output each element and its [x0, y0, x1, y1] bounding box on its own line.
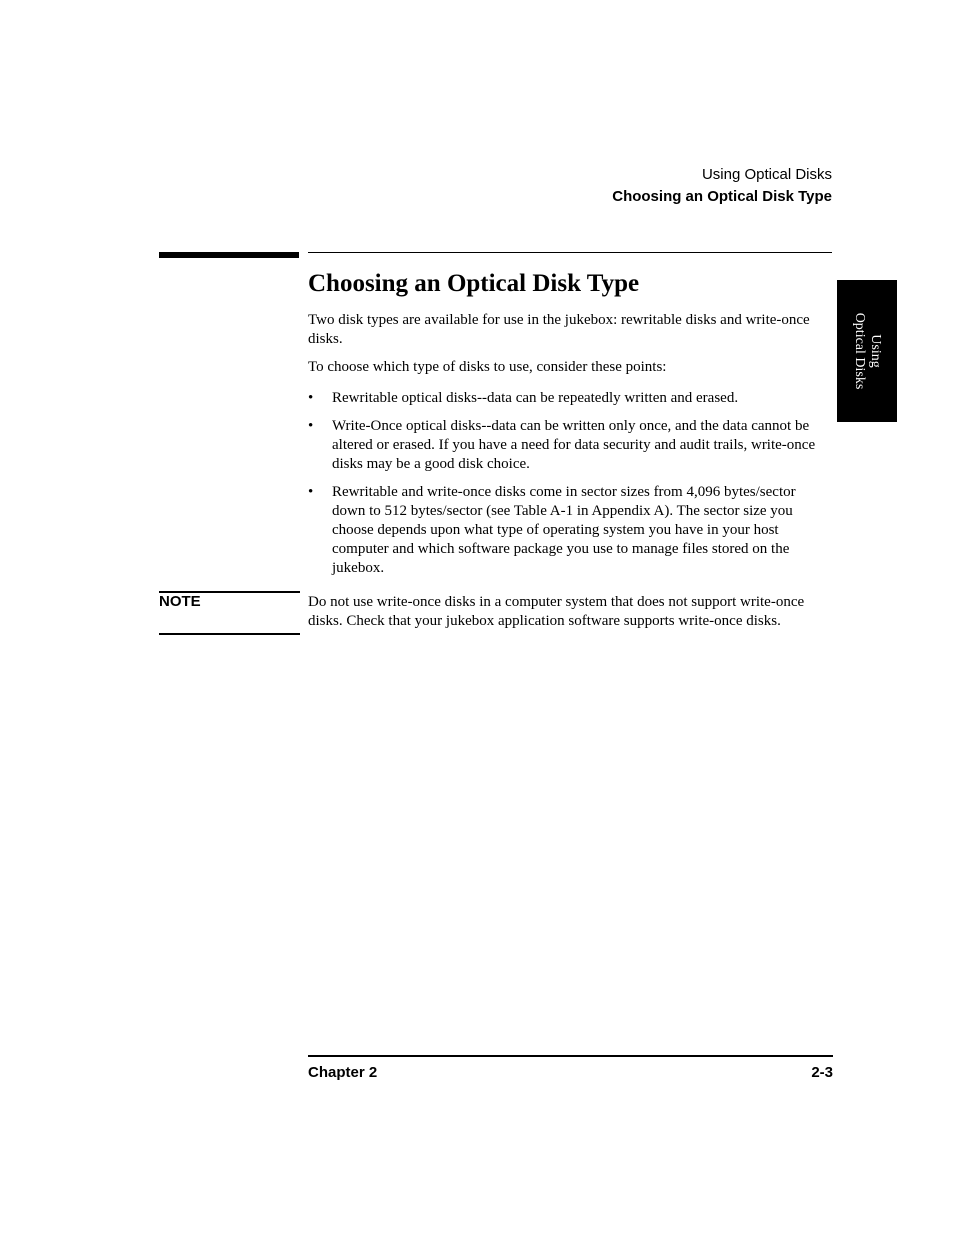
note-bottom-rule	[159, 633, 300, 635]
list-item-text: Rewritable optical disks--data can be repeatedly written and erased.	[332, 390, 739, 406]
note-text: Do not use write-once disks in a computer system that does not support write-once disks. Check that your jukebox application software supports write-once disks.	[308, 594, 805, 629]
section-bar	[159, 252, 299, 258]
bullet-mark: •	[308, 418, 314, 434]
footer-page-number: 2-3	[811, 1064, 833, 1081]
chapter-thumb-tab-text	[837, 280, 897, 422]
title-rule	[308, 252, 832, 253]
list-item-text: Rewritable and write-once disks come in sector sizes from 4,096 bytes/sector down to 512 bytes/sector (see Table A-1 in Appendix A). The sector size you choose depends upon what type of operating system you have in your host computer and which software package you use to manage files stored on the jukebox.	[332, 484, 796, 576]
intro-paragraph: Two disk types are available for use in the jukebox: rewritable disks and write-once disks.	[308, 312, 810, 347]
note-label: NOTE	[159, 593, 201, 610]
side-tab-line1: Using	[868, 334, 883, 368]
bullet-list	[308, 389, 832, 587]
bullet-mark: •	[308, 390, 314, 406]
list-item	[308, 483, 832, 578]
side-tab-line2: Optical Disks	[852, 312, 867, 390]
running-header-chapter: Using Optical Disks	[701, 166, 832, 183]
running-header-section: Choosing an Optical Disk Type	[612, 188, 832, 205]
footer-chapter: Chapter 2	[308, 1064, 378, 1081]
bullet-mark: •	[308, 484, 314, 500]
chapter-thumb-tab	[837, 280, 897, 422]
list-item	[308, 389, 832, 408]
list-item	[308, 417, 832, 474]
footer-rule	[308, 1055, 833, 1057]
list-item-text: Write-Once optical disks--data can be written only once, and the data cannot be altered or erased. If you have a need for data security and audit trails, write-once disks may be a good disk choice.	[332, 418, 816, 472]
points-lead-in: To choose which type of disks to use, consider these points:	[308, 359, 667, 375]
page-title: Choosing an Optical Disk Type	[308, 270, 640, 297]
